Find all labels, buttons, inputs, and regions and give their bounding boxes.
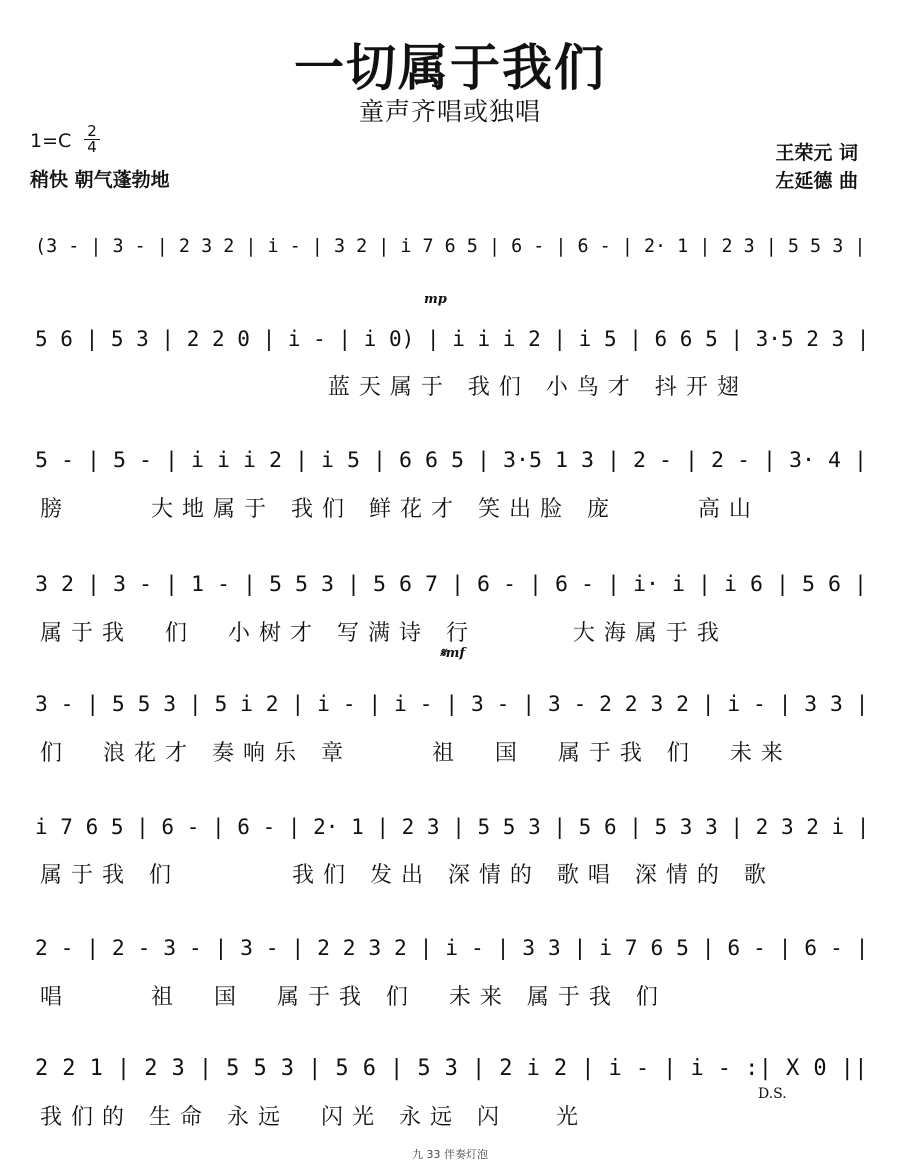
song-subtitle: 童声齐唱或独唱 [358,97,541,126]
score-system-7 [0,912,900,1022]
lyricist-credit: 王荣元 词 [775,142,858,164]
jianpu-notes: 3 2 | 3 - | 1 - | 5 5 3 | 5 6 7 | 6 - | 6 - | i· i | i 6 | 5 6 | [35,572,868,597]
lyrics-line: 我们的 生命 永远 闪光 永远 闪 光 [40,1105,587,1130]
notation-line [35,302,870,372]
time-signature-top: 2 [87,122,97,140]
lyrics-line: 蓝天属于 我们 小鸟才 抖开翅 [40,375,748,400]
notation-line [35,668,870,738]
score-system-6 [0,790,900,900]
score-system-3 [0,424,900,534]
time-signature [84,124,100,155]
notation-line [35,912,870,982]
key-signature: 1=C [30,130,72,152]
score-system-5 [0,668,900,778]
time-signature-bottom: 4 [84,139,100,155]
dynamic-segno-mf: 𝄋mf [440,646,465,661]
jianpu-notes: 5 - | 5 - | i i i 2 | i 5 | 6 6 5 | 3·5 1 3 | 2 - | 2 - | 3· 4 | [35,448,868,473]
lyrics-line: 唱 祖 国 属于我 们 未来 属于我 们 [40,985,667,1010]
notation-line [35,548,870,618]
notation-line [35,790,870,860]
notation-line [35,1032,870,1102]
jianpu-notes: 5 6 | 5 3 | 2 2 0 | i - | i 0) | i i i 2 | i 5 | 6 6 5 | 3·5 2 3 | [35,327,870,351]
jianpu-notes: (3 - | 3 - | 2 3 2 | i - | 3 2 | i 7 6 5 | 6 - | 6 - | 2· 1 | 2 3 | 5 5 3 | [35,236,866,257]
lyrics-line: 膀 大地属于 我们 鲜花才 笑出脸 庞 高山 [40,497,760,522]
footer-watermark: 九 33 伴奏灯泡 [412,1148,488,1161]
lyrics-line: 属于我 们 我们 发出 深情的 歌唱 深情的 歌 [40,863,775,888]
notation-line [35,424,870,494]
notation-line [35,210,870,280]
tempo-marking: 稍快 朝气蓬勃地 [30,169,170,191]
jianpu-notes: i 7 6 5 | 6 - | 6 - | 2· 1 | 2 3 | 5 5 3 | 5 6 | 5 3 3 | 2 3 2 i | [35,815,870,839]
jianpu-notes: 2 2 1 | 2 3 | 5 5 3 | 5 6 | 5 3 | 2 i 2 | i - | i - :| X 0 || [35,1056,868,1081]
lyrics-line: 们 浪花才 奏响乐 章 祖 国 属于我 们 未来 [40,741,792,766]
ds-marking: D.S. [758,1086,787,1102]
score-system-2 [0,302,900,412]
jianpu-notes: 3 - | 5 5 3 | 5 i 2 | i - | i - | 3 - | 3 - 2 2 3 2 | i - | 3 3 | [35,692,869,717]
composer-credit: 左延德 曲 [775,170,858,192]
jianpu-notes: 2 - | 2 - 3 - | 3 - | 2 2 3 2 | i - | 3 3 | i 7 6 5 | 6 - | 6 - | [35,936,869,961]
song-title: 一切属于我们 [294,39,606,97]
score-system-4 [0,548,900,658]
lyrics-line: 属于我 们 小树才 写满诗 行 大海属于我 [40,621,728,646]
dynamic-mp: mp [424,292,447,307]
